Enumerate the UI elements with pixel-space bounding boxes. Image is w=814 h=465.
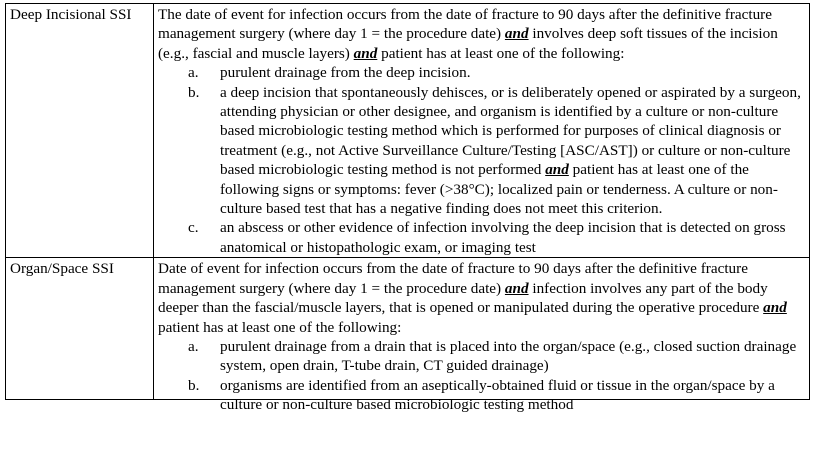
keyword-and: and: [353, 44, 378, 62]
intro-text: patient has at least one of the following:: [158, 318, 402, 336]
criterion-text: a deep incision that spontaneously dehisces, or is deliberately opened or aspirated by a surgeon, attending physician or other designee, and organism is identified by a culture or non-culture based microbiologic testing method which is performed for purposes of clinical diagnosis or treatment (e.g., not Active Surveillance Culture/Testing [ASC/AST]) or culture or non-culture based microbiologic testing method is not performed: [220, 83, 801, 179]
criterion-text: purulent drainage from the deep incision.: [220, 64, 471, 82]
keyword-and: and: [504, 279, 529, 297]
table-row: [6, 258, 810, 400]
definition-cell: [154, 4, 810, 258]
keyword-and: and: [763, 299, 787, 317]
definition-intro: [158, 5, 805, 63]
definition-cell: [154, 258, 810, 414]
ssi-criteria-table: [5, 3, 810, 414]
intro-text: The date of event for infection occurs from the date of fracture to 90 days after the definitive fracture management surgery (where day 1 = the procedure date): [158, 6, 772, 43]
criterion-text: organisms are identified from an aseptically-obtained fluid or tissue in the organ/space by a culture or non-culture based microbiologic testing method: [220, 376, 775, 414]
intro-text: Date of event for infection occurs from the date of fracture to 90 days after the definitive fracture management surgery (where day 1 = the procedure date): [158, 260, 748, 297]
criteria-list: [158, 337, 805, 415]
list-item: [158, 337, 805, 376]
list-marker: b.: [188, 83, 200, 101]
list-item: [158, 83, 805, 219]
term-label: Deep Incisional SSI: [10, 6, 132, 23]
list-item: [158, 376, 805, 415]
list-item: [158, 63, 805, 82]
table-row: [6, 4, 810, 258]
keyword-and: and: [504, 25, 529, 43]
keyword-and: and: [545, 161, 569, 179]
list-marker: c.: [188, 219, 199, 237]
list-item: [158, 218, 805, 257]
definition-content: [158, 259, 805, 414]
list-marker: a.: [188, 337, 199, 355]
term-cell: [6, 258, 154, 400]
criterion-text: an abscess or other evidence of infection involving the deep incision that is detected on gross anatomical or histopathologic exam, or imaging test: [220, 219, 786, 256]
term-label: Organ/Space SSI: [10, 260, 114, 278]
intro-text: involves deep soft tissues of the incision (e.g., fascial and muscle layers): [158, 25, 778, 62]
intro-text: patient has at least one of the following:: [377, 44, 625, 62]
criterion-text: patient has at least one of the following signs or symptoms: fever (>38°C); localized pain or tenderness. A culture or non-culture based test that has a negative finding does not meet this criterion.: [220, 161, 778, 218]
definition-intro: [158, 259, 805, 337]
term-cell: [6, 4, 154, 258]
intro-text: infection involves any part of the body deeper than the fascial/muscle layers, that is opened or manipulated during the operative procedure: [158, 279, 768, 317]
criterion-text: purulent drainage from a drain that is placed into the organ/space (e.g., closed suction drainage system, open drain, T-tube drain, CT guided drainage): [220, 337, 797, 375]
list-marker: a.: [188, 64, 199, 82]
criteria-list: [158, 63, 805, 257]
list-marker: b.: [188, 376, 200, 394]
